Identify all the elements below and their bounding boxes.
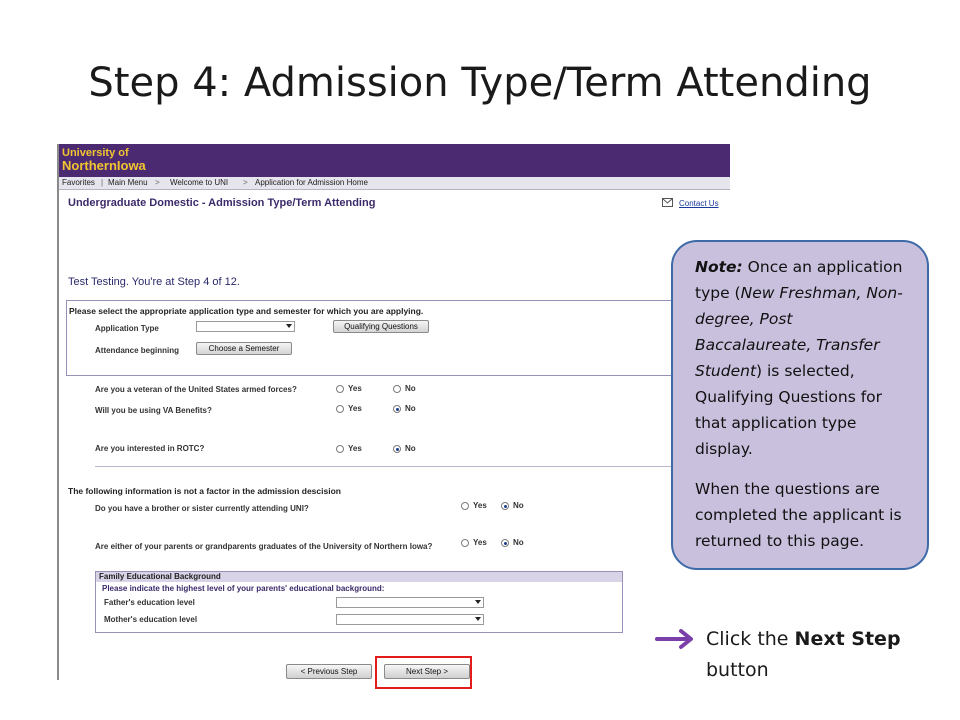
mother-education-label: Mother's education level (104, 615, 198, 624)
nav-main-menu[interactable]: Main Menu (108, 178, 148, 187)
sibling-question: Do you have a brother or sister currently attending UNI? (95, 504, 309, 513)
note-key: Note: (695, 258, 743, 276)
page-heading: Undergraduate Domestic - Admission Type/Term Attending (68, 197, 376, 209)
sibling-yes-label: Yes (473, 501, 487, 510)
application-type-label: Application Type (95, 324, 159, 333)
va-yes-radio[interactable] (336, 405, 344, 413)
nav-separator: | (101, 178, 104, 187)
veteran-no-label: No (405, 384, 416, 393)
mother-education-dropdown[interactable] (336, 614, 484, 625)
arrow-right-icon (655, 626, 697, 650)
alumni-no-label: No (513, 538, 524, 547)
previous-step-button[interactable]: < Previous Step (286, 664, 372, 679)
family-background-title: Family Educational Background (96, 572, 622, 582)
father-education-label: Father's education level (104, 598, 195, 607)
next-step-highlight (375, 656, 472, 689)
alumni-yes-radio[interactable] (461, 539, 469, 547)
va-yes-label: Yes (348, 404, 362, 413)
instruction-bold: Next Step (794, 628, 901, 650)
instruction-text (706, 624, 946, 686)
contact-us-link[interactable]: Contact Us (679, 199, 719, 208)
nav-separator: > (243, 178, 248, 187)
rotc-no-label: No (405, 444, 416, 453)
veteran-yes-label: Yes (348, 384, 362, 393)
instruction-prefix: Click the (706, 628, 795, 650)
divider (95, 466, 695, 467)
veteran-yes-radio[interactable] (336, 385, 344, 393)
alumni-yes-label: Yes (473, 538, 487, 547)
family-background-prompt: Please indicate the highest level of your parents' educational background: (102, 584, 385, 593)
university-header (59, 144, 730, 177)
application-screenshot (57, 144, 730, 680)
va-benefits-question: Will you be using VA Benefits? (95, 406, 212, 415)
veteran-no-radio[interactable] (393, 385, 401, 393)
breadcrumb-nav (59, 177, 730, 190)
rotc-question: Are you interested in ROTC? (95, 444, 205, 453)
alumni-question: Are either of your parents or grandparents graduates of the University of Northern Iowa? (95, 542, 433, 551)
envelope-icon[interactable] (662, 198, 673, 207)
note-text: Once an application type ( (695, 258, 903, 302)
chevron-down-icon (286, 324, 292, 328)
va-no-label: No (405, 404, 416, 413)
application-type-dropdown[interactable] (196, 321, 295, 332)
family-background-box (95, 571, 623, 633)
rotc-yes-radio[interactable] (336, 445, 344, 453)
qualifying-questions-button[interactable]: Qualifying Questions (333, 320, 429, 333)
note-paragraph-1 (695, 254, 905, 462)
nav-welcome[interactable]: Welcome to UNI (170, 178, 229, 187)
optional-section-heading: The following information is not a factor in the admission descision (68, 486, 341, 496)
father-education-dropdown[interactable] (336, 597, 484, 608)
note-text: ) is selected, Qualifying Questions for that application type display. (695, 362, 883, 458)
sibling-no-label: No (513, 501, 524, 510)
next-step-button[interactable]: Next Step > (384, 664, 470, 679)
rotc-yes-label: Yes (348, 444, 362, 453)
nav-favorites[interactable]: Favorites (62, 178, 95, 187)
logo-line-1: University of (62, 147, 129, 159)
va-no-radio[interactable] (393, 405, 401, 413)
nav-separator: > (155, 178, 160, 187)
rotc-no-radio[interactable] (393, 445, 401, 453)
sibling-yes-radio[interactable] (461, 502, 469, 510)
chevron-down-icon (475, 617, 481, 621)
step-progress-text: Test Testing. You're at Step 4 of 12. (68, 276, 240, 288)
veteran-question: Are you a veteran of the United States armed forces? (95, 385, 297, 394)
attendance-label: Attendance beginning (95, 346, 179, 355)
chevron-down-icon (475, 600, 481, 604)
instruction-suffix: button (706, 659, 769, 681)
sibling-no-radio[interactable] (501, 502, 509, 510)
nav-application-home[interactable]: Application for Admission Home (255, 178, 368, 187)
choose-semester-button[interactable]: Choose a Semester (196, 342, 292, 355)
note-paragraph-2: When the questions are completed the applicant is returned to this page. (695, 480, 902, 550)
note-application-types: New Freshman, Non-degree, Post Baccalaureate, Transfer Student (695, 284, 903, 380)
note-callout (671, 240, 929, 570)
slide-title: Step 4: Admission Type/Term Attending (88, 60, 872, 106)
select-prompt: Please select the appropriate application type and semester for which you are applying. (69, 306, 424, 316)
logo-line-2: NorthernIowa (62, 158, 146, 173)
alumni-no-radio[interactable] (501, 539, 509, 547)
